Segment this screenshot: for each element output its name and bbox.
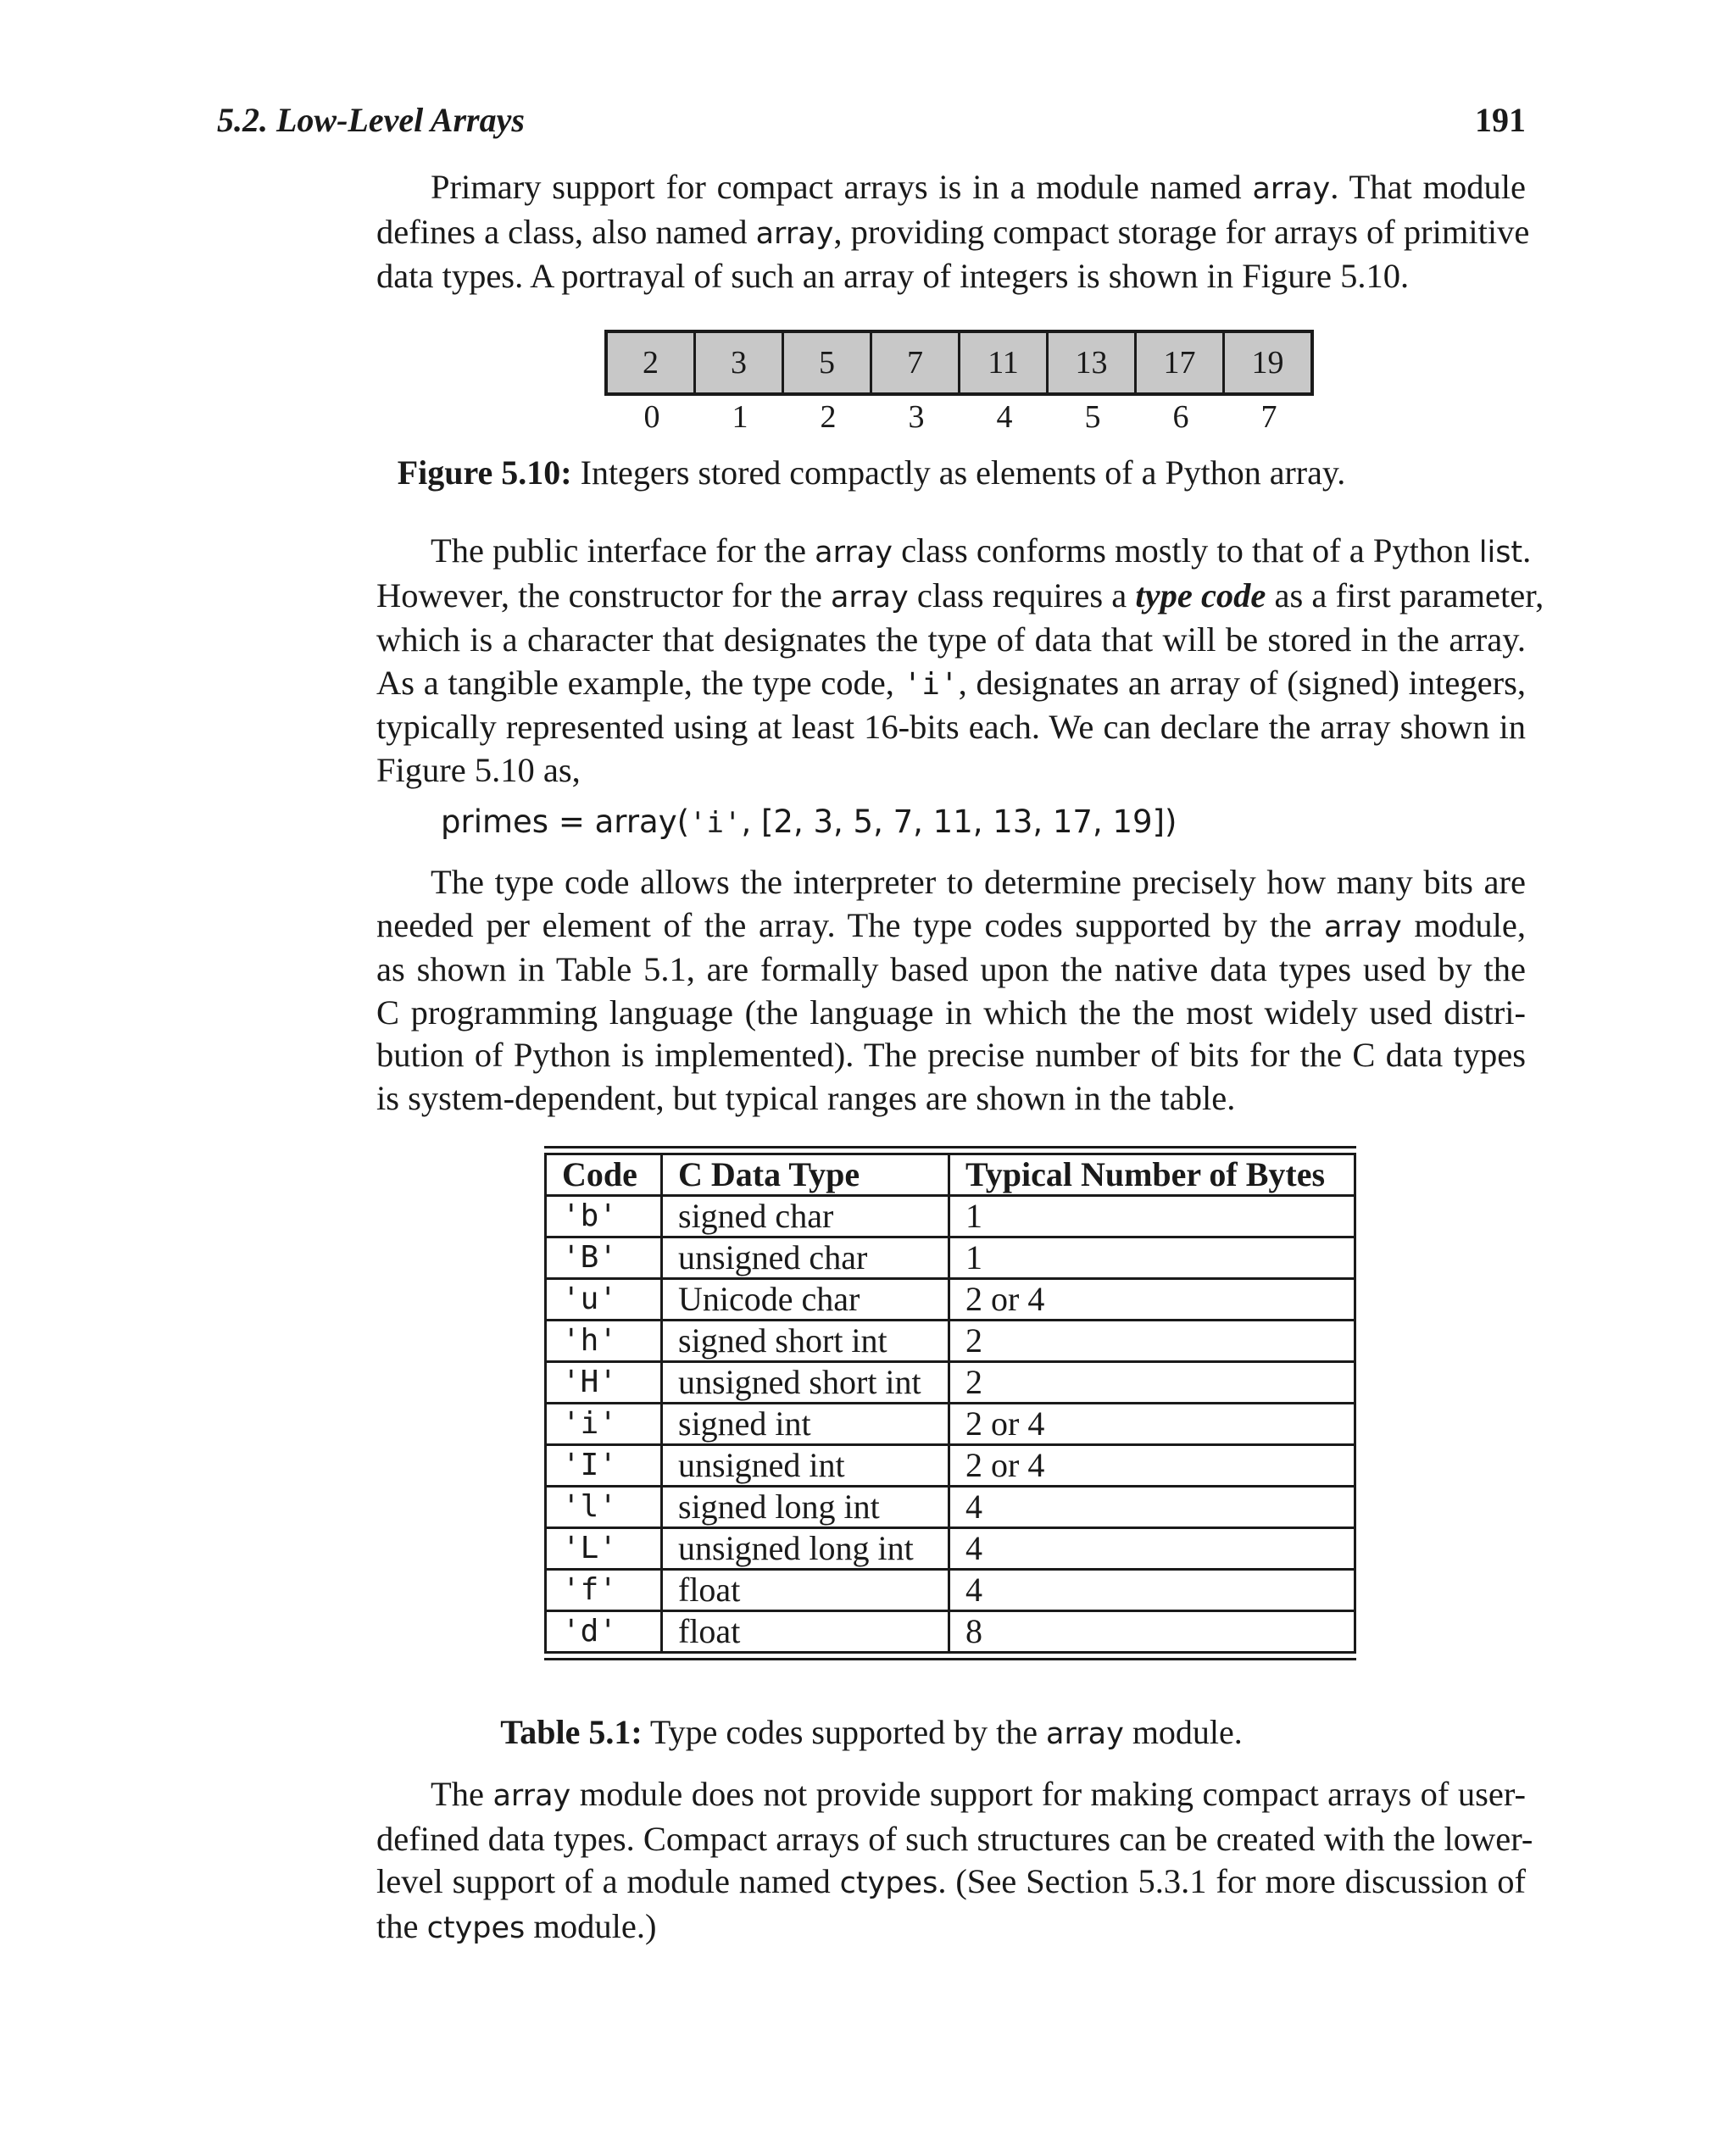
c-data-type-cell: signed char [662, 1196, 949, 1237]
c-data-type-cell: unsigned long int [662, 1528, 949, 1570]
bytes-cell: 1 [949, 1196, 1355, 1237]
bytes-cell: 2 or 4 [949, 1279, 1355, 1321]
array-cell: 2 [608, 333, 696, 392]
array-index: 2 [820, 399, 837, 435]
table-row [546, 1445, 1355, 1487]
bytes-cell: 4 [949, 1570, 1355, 1611]
type-code-cell: 'f' [546, 1570, 662, 1611]
type-code-cell: 'B' [546, 1237, 662, 1279]
type-code-cell: 'I' [546, 1445, 662, 1487]
figure-caption-label: Figure 5.10: [397, 453, 572, 492]
array-index: 0 [643, 399, 660, 435]
c-data-type-cell: signed long int [662, 1487, 949, 1528]
paragraph-line: needed per element of the array. The type codes supported by the array module, [376, 905, 1526, 944]
array-index: 6 [1172, 399, 1189, 435]
paragraph-line: data types. A portrayal of such an array of integers is shown in Figure 5.10. [376, 257, 1410, 295]
table-header-row [546, 1154, 1355, 1196]
paragraph-line: However, the constructor for the array class requires a type code as a first parameter, [376, 576, 1544, 614]
section-title: 5.2. Low-Level Arrays [217, 101, 525, 139]
c-data-type-cell: float [662, 1570, 949, 1611]
table-header-code: Code [546, 1154, 662, 1196]
c-data-type-cell: unsigned short int [662, 1362, 949, 1404]
array-index: 4 [996, 399, 1013, 435]
bytes-cell: 2 [949, 1362, 1355, 1404]
c-data-type-cell: unsigned int [662, 1445, 949, 1487]
paragraph-line: bution of Python is implemented). The precise number of bits for the C data types [376, 1036, 1526, 1074]
c-data-type-cell: unsigned char [662, 1237, 949, 1279]
paragraph-line: The public interface for the array class conforms mostly to that of a Python list. [431, 531, 1532, 570]
table-header-bytes: Typical Number of Bytes [949, 1154, 1355, 1196]
table-row [546, 1279, 1355, 1321]
paragraph-line: level support of a module named ctypes. (See Section 5.3.1 for more discussion of [376, 1862, 1526, 1900]
table-header-c-type: C Data Type [662, 1154, 949, 1196]
table-row [546, 1404, 1355, 1445]
paragraph-2 [376, 530, 1544, 792]
paragraph-line: is system-dependent, but typical ranges are shown in the table. [376, 1078, 1236, 1117]
c-data-type-cell: Unicode char [662, 1279, 949, 1321]
array-index: 5 [1084, 399, 1101, 435]
c-data-type-cell: signed int [662, 1404, 949, 1445]
paragraph-4 [376, 1773, 1533, 1949]
table-caption-label: Table 5.1: [500, 1713, 643, 1751]
array-cell: 19 [1225, 333, 1310, 392]
paragraph-line: which is a character that designates the type of data that will be stored in the array. [376, 620, 1526, 659]
figure-caption-text: Integers stored compactly as elements of a Python array. [571, 453, 1346, 492]
page-number: 191 [1475, 101, 1526, 139]
figure-caption [217, 453, 1526, 492]
table-row [546, 1321, 1355, 1362]
array-cell: 13 [1049, 333, 1137, 392]
table-row [546, 1237, 1355, 1279]
table-caption: Table 5.1: Type codes supported by the array module. [500, 1713, 1243, 1751]
bytes-cell: 4 [949, 1487, 1355, 1528]
bytes-cell: 2 or 4 [949, 1445, 1355, 1487]
bytes-cell: 8 [949, 1611, 1355, 1653]
paragraph-line: the ctypes module.) [376, 1906, 657, 1945]
type-code-cell: 'u' [546, 1279, 662, 1321]
bytes-cell: 2 [949, 1321, 1355, 1362]
type-code-cell: 'h' [546, 1321, 662, 1362]
type-code-cell: 'H' [546, 1362, 662, 1404]
table-row [546, 1611, 1355, 1653]
paragraph-line: Figure 5.10 as, [376, 750, 581, 789]
paragraph-line: C programming language (the language in which the the most widely used distri- [376, 993, 1526, 1032]
array-cell: 5 [784, 333, 872, 392]
paragraph-line: As a tangible example, the type code, 'i', designates an array of (signed) integers, [376, 663, 1526, 702]
array-cell: 11 [960, 333, 1049, 392]
array-diagram [604, 330, 1314, 396]
type-code-table [544, 1146, 1356, 1660]
table-row [546, 1570, 1355, 1611]
paragraph-line: defines a class, also named array, providing compact storage for arrays of primitive [376, 212, 1530, 251]
paragraph-line: as shown in Table 5.1, are formally based upon the native data types used by the [376, 950, 1526, 988]
type-code-cell: 'd' [546, 1611, 662, 1653]
paragraph-1 [376, 166, 1530, 298]
paragraph-line: Primary support for compact arrays is in a module named array. That module [431, 168, 1527, 206]
array-cell: 7 [872, 333, 960, 392]
array-index: 1 [732, 399, 748, 435]
bytes-cell: 4 [949, 1528, 1355, 1570]
paragraph-line: The array module does not provide support for making compact arrays of user- [431, 1775, 1526, 1813]
array-indices [608, 398, 1313, 436]
paragraph-line: The type code allows the interpreter to determine precisely how many bits are [431, 863, 1526, 901]
c-data-type-cell: float [662, 1611, 949, 1653]
table-row [546, 1362, 1355, 1404]
array-index: 7 [1260, 399, 1277, 435]
type-code-cell: 'L' [546, 1528, 662, 1570]
table-row [546, 1528, 1355, 1570]
type-code-cell: 'l' [546, 1487, 662, 1528]
array-index: 3 [908, 399, 925, 435]
bytes-cell: 1 [949, 1237, 1355, 1279]
array-cell: 3 [696, 333, 784, 392]
array-cell: 17 [1137, 333, 1225, 392]
running-head [217, 100, 1526, 142]
code-example: primes = array('i', [2, 3, 5, 7, 11, 13, 17, 19]) [441, 804, 1177, 840]
type-code-cell: 'i' [546, 1404, 662, 1445]
type-code-cell: 'b' [546, 1196, 662, 1237]
table-row [546, 1196, 1355, 1237]
table-row [546, 1487, 1355, 1528]
bytes-cell: 2 or 4 [949, 1404, 1355, 1445]
paragraph-line: defined data types. Compact arrays of such structures can be created with the lower- [376, 1819, 1533, 1858]
paragraph-3 [376, 861, 1526, 1120]
c-data-type-cell: signed short int [662, 1321, 949, 1362]
paragraph-line: typically represented using at least 16-bits each. We can declare the array shown in [376, 708, 1526, 746]
